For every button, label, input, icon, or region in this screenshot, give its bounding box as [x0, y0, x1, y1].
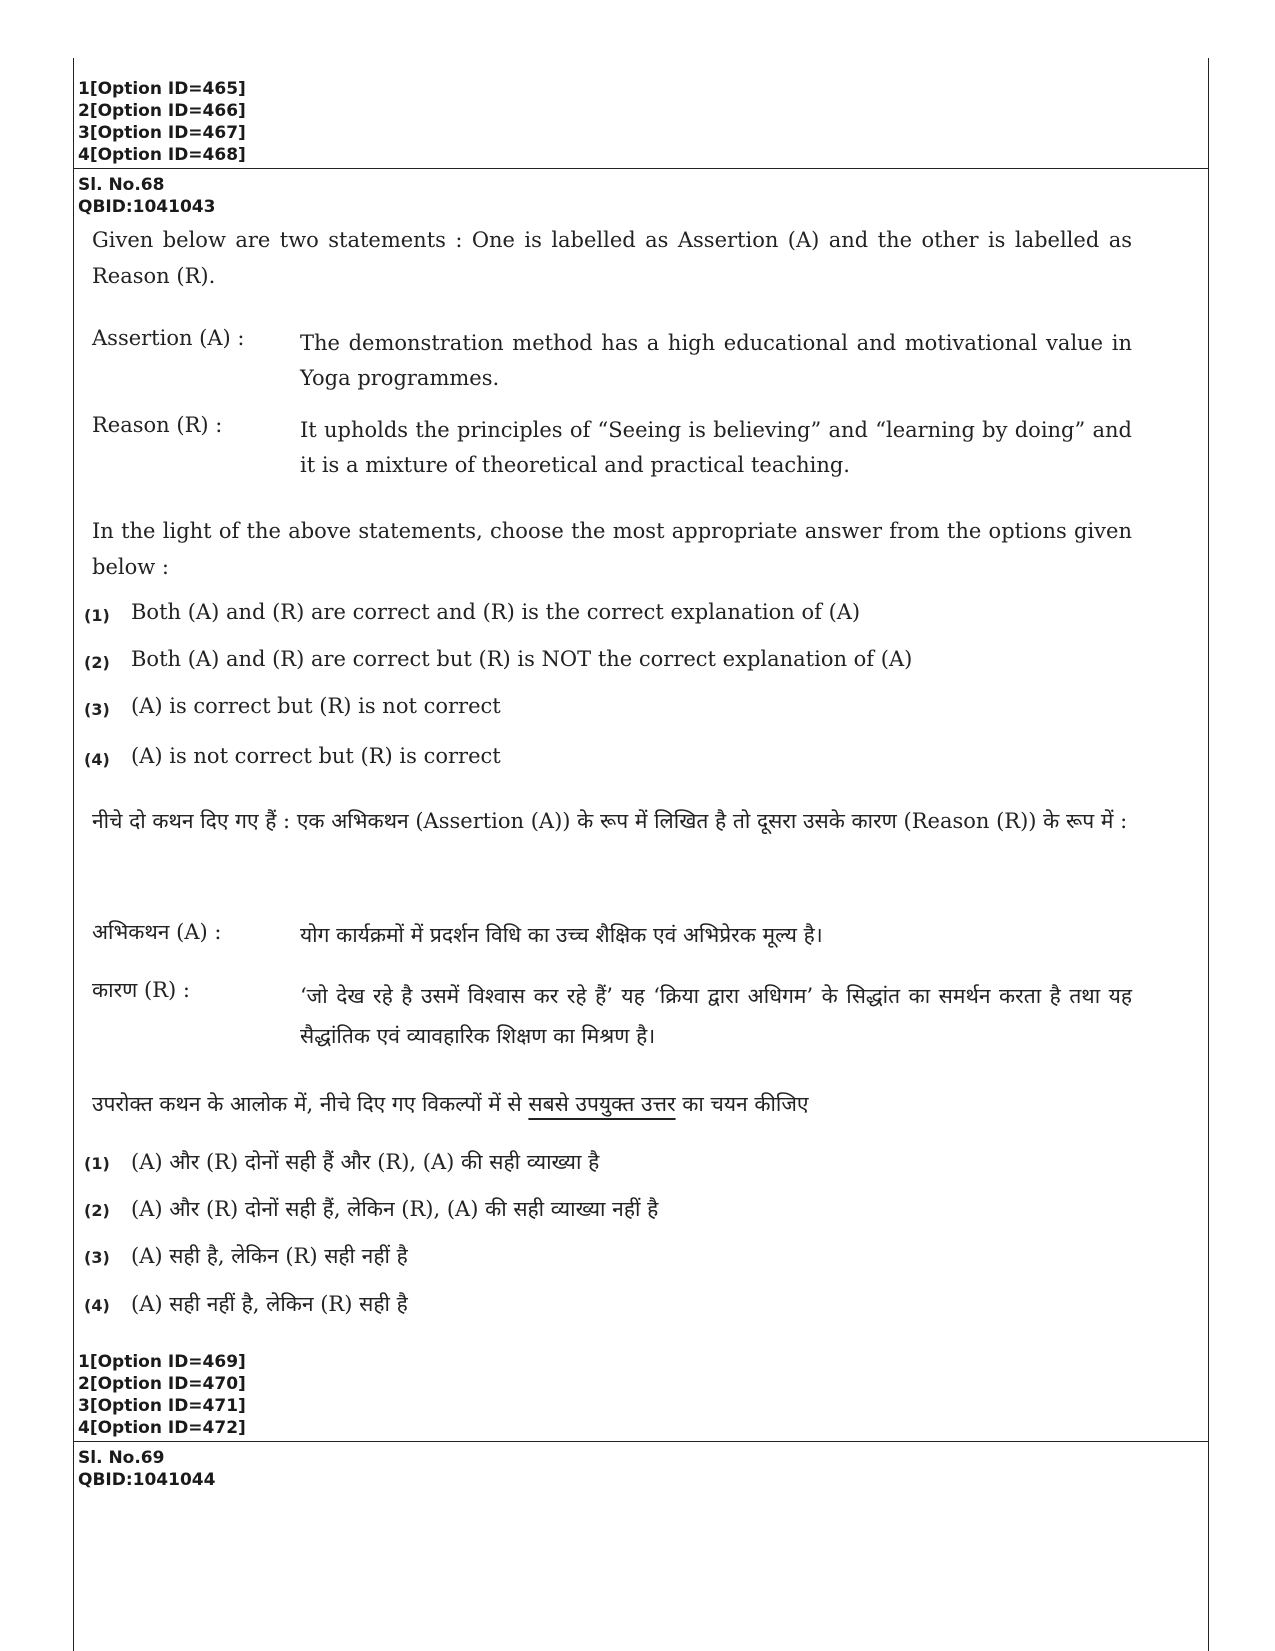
assertion-label: Assertion (A) : [92, 326, 245, 350]
serial-number: Sl. No.69 [78, 1448, 165, 1468]
divider [74, 168, 1208, 169]
option-id-line: 4[Option ID=472] [78, 1418, 246, 1438]
option-number: (1) [84, 606, 110, 625]
prompt-text: उपरोक्त कथन के आलोक में, नीचे दिए गए विकल्पों में से [92, 1092, 529, 1116]
prompt-emphasis: सबसे उपयुक्त उत्तर [528, 1092, 676, 1116]
english-option [84, 694, 1124, 724]
option-id-line: 1[Option ID=465] [78, 79, 246, 99]
option-number: (1) [84, 1154, 110, 1173]
prompt-text: का चयन कीजिए [675, 1092, 809, 1116]
english-option [84, 647, 1124, 677]
question-bank-id: QBID:1041043 [78, 197, 216, 217]
option-text: (A) और (R) दोनों सही हैं और (R), (A) की सही व्याख्या है [131, 1150, 600, 1174]
option-text: (A) is not correct but (R) is correct [131, 744, 501, 768]
divider [74, 1441, 1208, 1442]
option-id-line: 3[Option ID=471] [78, 1396, 246, 1416]
option-id-line: 2[Option ID=466] [78, 101, 246, 121]
option-text: (A) सही नहीं है, लेकिन (R) सही है [131, 1292, 408, 1316]
assertion-text: The demonstration method has a high educational and motivational value in Yoga programmes. [300, 331, 1132, 390]
option-id-line: 2[Option ID=470] [78, 1374, 246, 1394]
hindi-prompt [92, 1086, 1132, 1122]
option-number: (4) [84, 1296, 110, 1315]
english-option [84, 744, 1124, 774]
question-option-ids [78, 1351, 246, 1439]
english-option [84, 600, 1124, 630]
question-bank-id: QBID:1041044 [78, 1470, 216, 1490]
question-frame [73, 58, 1209, 1651]
option-id-line: 4[Option ID=468] [78, 145, 246, 165]
option-number: (2) [84, 653, 110, 672]
assertion-text: योग कार्यक्रमों में प्रदर्शन विधि का उच्च शैक्षिक एवं अभिप्रेरक मूल्य है। [300, 923, 823, 947]
option-text: Both (A) and (R) are correct but (R) is NOT the correct explanation of (A) [131, 647, 913, 671]
hindi-option [84, 1242, 1124, 1272]
hindi-option [84, 1195, 1124, 1225]
question-header [78, 174, 215, 218]
reason-text: It upholds the principles of “Seeing is believing” and “learning by doing” and it is a mixture of theoretical and practical teaching. [300, 418, 1132, 477]
reason-label: Reason (R) : [92, 413, 223, 437]
reason-label: कारण (R) : [92, 978, 190, 1002]
option-number: (3) [84, 1248, 110, 1267]
option-text: Both (A) and (R) are correct and (R) is the correct explanation of (A) [131, 600, 861, 624]
option-text: (A) is correct but (R) is not correct [131, 694, 501, 718]
previous-option-ids [78, 78, 246, 166]
option-id-line: 1[Option ID=469] [78, 1352, 246, 1372]
reason-text: ‘जो देख रहे है उसमें विश्वास कर रहे हैं’ यह ‘क्रिया द्वारा अधिगम’ के सिद्धांत का समर्थन करता है तथा यह सैद्धांतिक एवं व्यावहारिक शिक्षण का मिश्रण है। [300, 984, 1132, 1048]
serial-number: Sl. No.68 [78, 175, 165, 195]
option-text: (A) और (R) दोनों सही हैं, लेकिन (R), (A) की सही व्याख्या नहीं है [131, 1197, 659, 1221]
assertion-label: अभिकथन (A) : [92, 920, 222, 944]
option-number: (4) [84, 750, 110, 769]
hindi-intro: नीचे दो कथन दिए गए हैं : एक अभिकथन (Assertion (A)) के रूप में लिखित है तो दूसरा उसके कारण (Reason (R)) के रूप में : [92, 809, 1128, 833]
english-intro: Given below are two statements : One is labelled as Assertion (A) and the other is labelled as Reason (R). [92, 228, 1132, 288]
next-question-header [78, 1447, 215, 1491]
hindi-option [84, 1148, 1124, 1178]
english-prompt: In the light of the above statements, choose the most appropriate answer from the options given below : [92, 519, 1132, 579]
hindi-option [84, 1290, 1124, 1320]
option-number: (3) [84, 700, 110, 719]
option-number: (2) [84, 1201, 110, 1220]
option-id-line: 3[Option ID=467] [78, 123, 246, 143]
option-text: (A) सही है, लेकिन (R) सही नहीं है [131, 1244, 408, 1268]
